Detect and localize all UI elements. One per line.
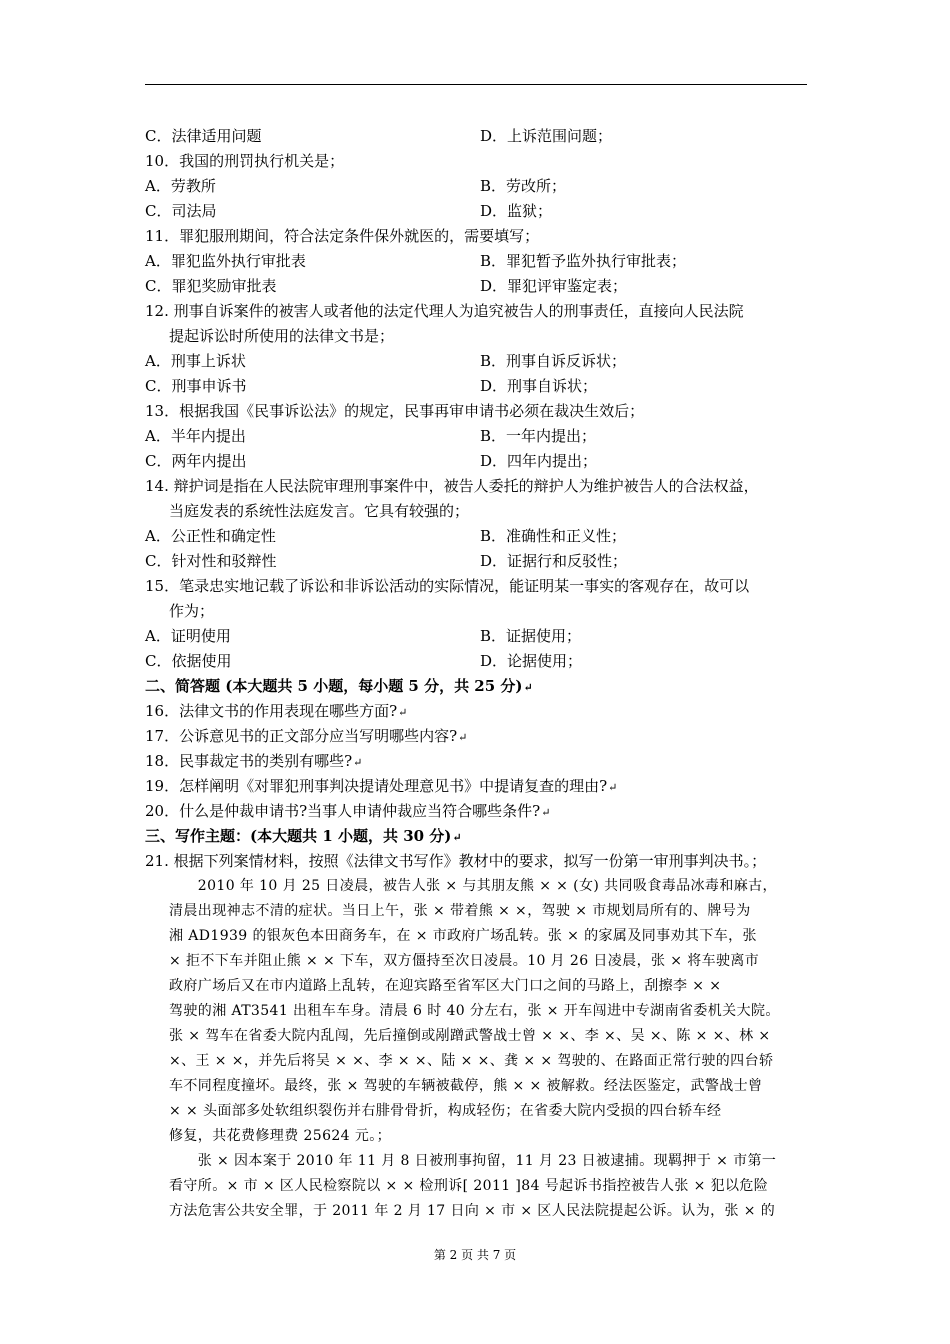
paragraph-mark-icon: ↵ bbox=[398, 705, 408, 719]
paragraph-mark-icon: ↵ bbox=[608, 780, 618, 794]
option-d: D．四年内提出； bbox=[480, 452, 598, 470]
passage-line: 修复，共花费修理费 25624 元。； bbox=[169, 1128, 392, 1144]
option-b: B．刑事自诉反诉状； bbox=[480, 352, 627, 370]
option-d: D．罪犯评审鉴定表； bbox=[480, 277, 628, 295]
header-rule bbox=[145, 84, 807, 85]
option-d: D．刑事自诉状； bbox=[480, 377, 598, 395]
question-text: 17．公诉意见书的正文部分应当写明哪些内容? bbox=[145, 727, 458, 745]
option-a: A．罪犯监外执行审批表 bbox=[145, 252, 306, 270]
options-row bbox=[145, 424, 815, 449]
case-passage bbox=[145, 874, 815, 1224]
short-question bbox=[145, 724, 815, 749]
option-b: B．证据使用； bbox=[480, 627, 582, 645]
writing-question: 21. 根据下列案情材料，按照《法律文书写作》教材中的要求，拟写一份第一审刑事判决书。； bbox=[145, 852, 767, 870]
question-stem: 12. 刑事自诉案件的被害人或者他的法定代理人为追究被告人的刑事责任，直接向人民法院 bbox=[145, 302, 744, 320]
option-c: C．司法局 bbox=[145, 202, 217, 220]
options-row bbox=[145, 249, 815, 274]
question-text: 20．什么是仲裁申请书?当事人申请仲裁应当符合哪些条件? bbox=[145, 802, 541, 820]
page-footer: 第 2 页 共 7 页 bbox=[433, 1248, 517, 1262]
question-stem: 11．罪犯服刑期间，符合法定条件保外就医的，需要填写； bbox=[145, 227, 540, 245]
options-row bbox=[145, 624, 815, 649]
option-b: B．一年内提出； bbox=[480, 427, 597, 445]
passage-line: 2010 年 10 月 25 日凌晨，被告人张 × 与其朋友熊 × × (女) 共同吸食毒品冰毒和麻古， bbox=[169, 878, 777, 894]
passage-line: 驾驶的湘 AT3541 出租车车身。清晨 6 时 40 分左右，张 × 开车闯进中专湖南省委机关大院。 bbox=[169, 1003, 780, 1019]
options-row bbox=[145, 449, 815, 474]
question-stem-cont: 提起诉讼时所使用的法律文书是； bbox=[169, 327, 395, 345]
paragraph-mark-icon: ↵ bbox=[452, 830, 462, 844]
passage-line: 清晨出现神志不清的症状。当日上午，张 × 带着熊 × ×，驾驶 × 市规划局所有的、牌号为 bbox=[169, 903, 751, 919]
question-text: 18．民事裁定书的类别有哪些? bbox=[145, 752, 353, 770]
option-d: D．论据使用； bbox=[480, 652, 583, 670]
option-c: C．罪犯奖励审批表 bbox=[145, 277, 277, 295]
paragraph-mark-icon: ↵ bbox=[353, 755, 363, 769]
options-row bbox=[145, 649, 815, 674]
question-text: 16．法律文书的作用表现在哪些方面? bbox=[145, 702, 398, 720]
paragraph-mark-icon: ↵ bbox=[458, 730, 468, 744]
option-d: D．上诉范围问题； bbox=[480, 127, 613, 145]
option-b: B．劳改所； bbox=[480, 177, 567, 195]
option-c: C．两年内提出 bbox=[145, 452, 247, 470]
option-c: C．法律适用问题 bbox=[145, 127, 262, 145]
options-row bbox=[145, 349, 815, 374]
section3-heading-text: 三、写作主题：(本大题共 1 小题，共 30 分) bbox=[145, 827, 452, 845]
options-row bbox=[145, 174, 815, 199]
option-c: C．针对性和驳辩性 bbox=[145, 552, 277, 570]
option-b: B．准确性和正义性； bbox=[480, 527, 627, 545]
passage-line: 湘 AD1939 的银灰色本田商务车，在 × 市政府广场乱转。张 × 的家属及同事劝其下车，张 bbox=[169, 928, 757, 944]
option-a: A．证明使用 bbox=[145, 627, 231, 645]
question-stem-cont: 当庭发表的系统性法庭发言。它具有较强的； bbox=[169, 502, 470, 520]
passage-line: 方法危害公共安全罪，于 2011 年 2 月 17 日向 × 市 × 区人民法院提起公诉。认为，张 × 的 bbox=[169, 1203, 776, 1219]
option-b: B．罪犯暂予监外执行审批表； bbox=[480, 252, 687, 270]
question-stem-cont: 作为； bbox=[169, 602, 215, 620]
passage-line: × × 头面部多处软组织裂伤并右腓骨骨折，构成轻伤；在省委大院内受损的四台轿车经 bbox=[169, 1103, 722, 1119]
options-row bbox=[145, 524, 815, 549]
passage-line: 看守所。× 市 × 区人民检察院以 × × 检刑诉[ 2011 ]84 号起诉书指控被告人张 × 犯以危险 bbox=[169, 1178, 769, 1194]
page-content bbox=[145, 124, 815, 1224]
passage-line: 车不同程度撞坏。最终，张 × 驾驶的车辆被截停，熊 × × 被解救。经法医鉴定，武警战士曾 bbox=[169, 1078, 763, 1094]
passage-line: 张 × 驾车在省委大院内乱闯，先后撞倒或剐蹭武警战士曾 × ×、李 ×、吴 ×、陈 × ×、林 × bbox=[169, 1028, 771, 1044]
options-row bbox=[145, 124, 815, 149]
option-c: C．刑事申诉书 bbox=[145, 377, 247, 395]
option-d: D．监狱； bbox=[480, 202, 553, 220]
short-question bbox=[145, 774, 815, 799]
options-row bbox=[145, 199, 815, 224]
question-stem: 13．根据我国《民事诉讼法》的规定，民事再审申请书必须在裁决生效后； bbox=[145, 402, 645, 420]
short-question bbox=[145, 799, 815, 824]
options-row bbox=[145, 374, 815, 399]
paragraph-mark-icon: ↵ bbox=[541, 805, 551, 819]
option-a: A．公正性和确定性 bbox=[145, 527, 276, 545]
options-row bbox=[145, 549, 815, 574]
passage-line: 张 × 因本案于 2010 年 11 月 8 日被刑事拘留，11 月 23 日被逮捕。现羁押于 × 市第一 bbox=[169, 1153, 777, 1169]
option-a: A．半年内提出 bbox=[145, 427, 246, 445]
question-text: 19．怎样阐明《对罪犯刑事判决提请处理意见书》中提请复查的理由? bbox=[145, 777, 608, 795]
option-d: D．证据行和反驳性； bbox=[480, 552, 628, 570]
passage-line: ×、王 × ×，并先后将吴 × ×、李 × ×、陆 × ×、龚 × × 驾驶的、在路面正常行驶的四台轿 bbox=[169, 1053, 774, 1069]
section2-heading-text: 二、简答题 (本大题共 5 小题，每小题 5 分，共 25 分) bbox=[145, 677, 523, 695]
paragraph-mark-icon: ↵ bbox=[523, 680, 533, 694]
section-heading bbox=[145, 824, 815, 849]
passage-line: 政府广场后又在市内道路上乱转，在迎宾路至省军区大门口之间的马路上，刮擦李 × × bbox=[169, 978, 722, 994]
question-stem: 10．我国的刑罚执行机关是； bbox=[145, 152, 345, 170]
short-question bbox=[145, 749, 815, 774]
options-row bbox=[145, 274, 815, 299]
section-heading bbox=[145, 674, 815, 699]
option-a: A．刑事上诉状 bbox=[145, 352, 246, 370]
short-question bbox=[145, 699, 815, 724]
question-stem: 15．笔录忠实地记载了诉讼和非诉讼活动的实际情况，能证明某一事实的客观存在，故可以 bbox=[145, 577, 750, 595]
option-c: C．依据使用 bbox=[145, 652, 232, 670]
option-a: A．劳教所 bbox=[145, 177, 216, 195]
question-stem: 14. 辩护词是指在人民法院审理刑事案件中，被告人委托的辩护人为维护被告人的合法权益， bbox=[145, 477, 759, 495]
passage-line: × 拒不下车并阻止熊 × × 下车，双方僵持至次日凌晨。10 月 26 日凌晨，张 × 将车驶离市 bbox=[169, 953, 760, 969]
